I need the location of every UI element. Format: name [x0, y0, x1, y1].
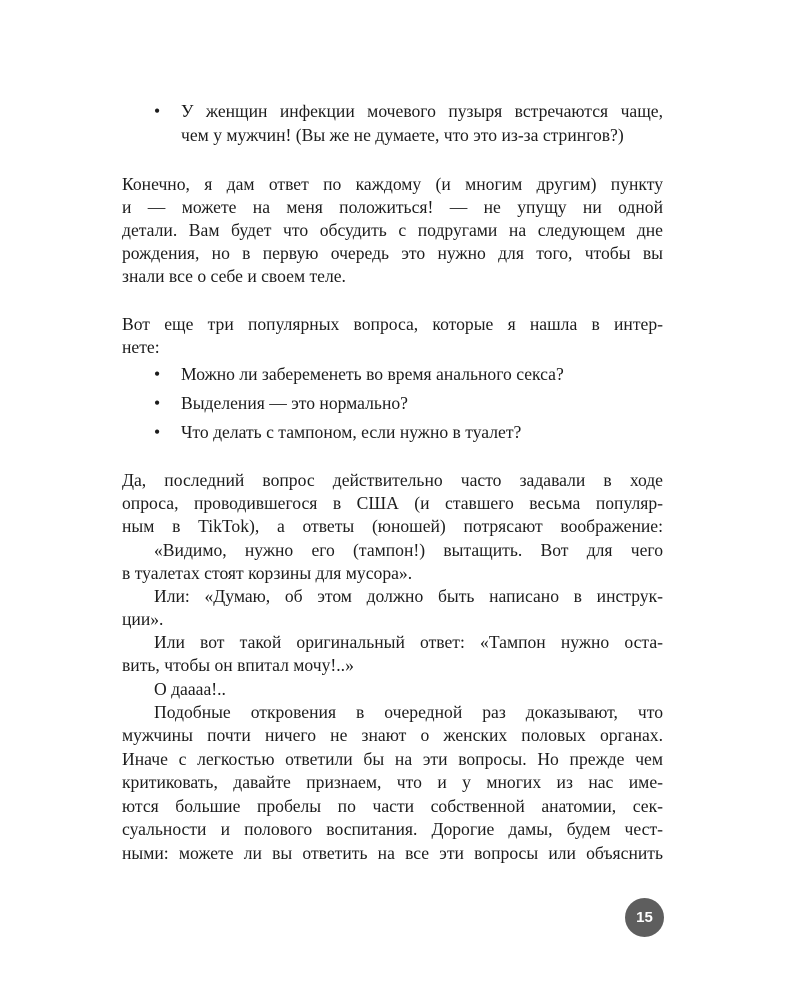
quote-line: вить, чтобы он впитал мочу!..» — [122, 655, 354, 675]
paragraph-line: суальности и полового воспитания. Дорогие дамы, будем чест- — [122, 819, 663, 839]
quote-line: «Видимо, нужно его (тампон!) вытащить. Вот для чего — [154, 540, 663, 560]
bullet-marker: • — [154, 422, 161, 442]
paragraph-line: знали все о себе и своем теле. — [122, 266, 346, 286]
quote-line: Или: «Думаю, об этом должно быть написано в инструк- — [154, 586, 663, 606]
paragraph-line: Иначе с легкостью ответили бы на эти вопросы. Но прежде чем — [122, 749, 663, 769]
paragraph-line: нете: — [122, 337, 160, 357]
paragraph-line: Подобные откровения в очередной раз доказывают, что — [154, 702, 663, 722]
bullet-text-line: У женщин инфекции мочевого пузыря встречаются чаще, — [181, 101, 663, 121]
bullet-text-line: чем у мужчин! (Вы же не думаете, что это из-за стрингов?) — [181, 125, 624, 145]
paragraph-line: и — можете на меня положиться! — не упущу ни одной — [122, 197, 663, 217]
bullet-marker: • — [154, 393, 161, 413]
paragraph-line: мужчины почти ничего не знают о женских половых органах. — [122, 725, 663, 745]
question-item: Что делать с тампоном, если нужно в туалет? — [181, 422, 522, 442]
paragraph-line: ным в TikTok), а ответы (юношей) потрясают воображение: — [122, 516, 663, 536]
page-number-badge: 15 — [625, 898, 664, 937]
paragraph-line: Конечно, я дам ответ по каждому (и многим другим) пункту — [122, 174, 663, 194]
quote-line: в туалетах стоят корзины для мусора». — [122, 563, 413, 583]
question-item: Можно ли забеременеть во время анального секса? — [181, 364, 564, 384]
paragraph-line: Вот еще три популярных вопроса, которые я нашла в интер- — [122, 314, 663, 334]
paragraph-line: Да, последний вопрос действительно часто задавали в ходе — [122, 470, 663, 490]
bullet-marker: • — [154, 101, 161, 121]
bullet-marker: • — [154, 364, 161, 384]
quote-line: Или вот такой оригинальный ответ: «Тампон нужно оста- — [154, 632, 663, 652]
paragraph-line: рождения, но в первую очередь это нужно для того, чтобы вы — [122, 243, 663, 263]
paragraph-line: опроса, проводившегося в США (и ставшего весьма популяр- — [122, 493, 663, 513]
quote-line: ции». — [122, 609, 164, 629]
paragraph-line: ются большие пробелы по части собственной анатомии, сек- — [122, 796, 663, 816]
exclamation-line: О даааа!.. — [154, 679, 226, 699]
question-item: Выделения — это нормально? — [181, 393, 408, 413]
paragraph-line: критиковать, давайте признаем, что и у многих из нас име- — [122, 772, 663, 792]
paragraph-line: детали. Вам будет что обсудить с подругами на следующем дне — [122, 220, 663, 240]
paragraph-line: ными: можете ли вы ответить на все эти вопросы или объяснить — [122, 843, 663, 863]
